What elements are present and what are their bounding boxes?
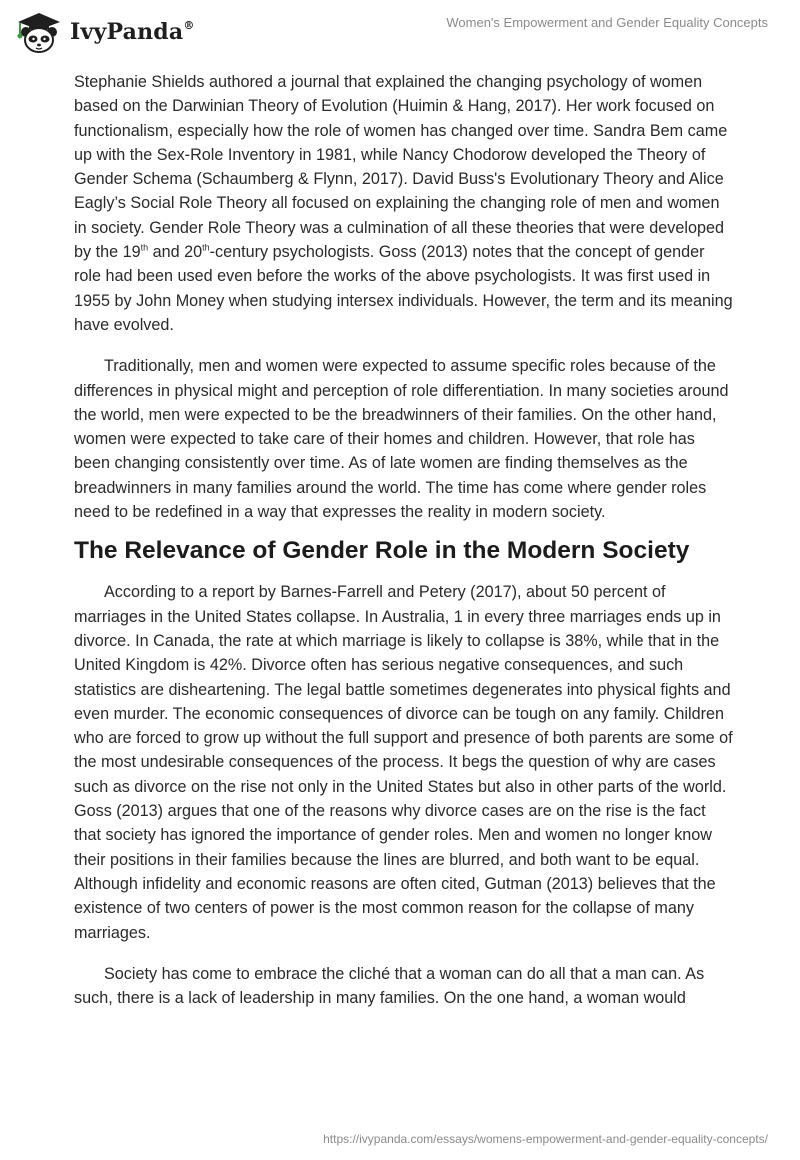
paragraph-1: Stephanie Shields authored a journal that explained the changing psychology of women based on the Darwinian Theory of Evolution (Huimin & Hang, 2017). Her work focused on functionalism, especially how the role of women has changed over time. Sandra Bem came up with the Sex-Role Inventory in 1981, while Nancy Chodorow developed the Theory of Gender Schema (Schaumberg & Flynn, 2017). David Buss's Evolutionary Theory and Alice Eagly’s Social Role Theory all focused on explaining the changing role of men and women in society. Gender Role Theory was a culmination of all these theories that were developed by the 19th and 20th-century psychologists. Goss (2013) notes that the concept of gender role had been used even before the works of the above psychologists. It was first used in 1955 by John Money when studying intersex individuals. However, the term and its meaning have evolved. xyxy=(74,73,733,334)
brand-name: IvyPanda® xyxy=(70,18,195,45)
paragraph-4: Society has come to embrace the cliché that a woman can do all that a man can. As such, there is a lack of leadership in many families. On the one hand, a woman would xyxy=(74,964,705,1008)
page-header xyxy=(0,0,800,60)
paragraph-3: According to a report by Barnes-Farrell and Petery (2017), about 50 percent of marriages in the United States collapse. In Australia, 1 in every three marriages ends up in divorce. In Canada, the rate at which marriage is likely to collapse is 38%, while that in the United Kingdom is 42%. Divorce often has serious negative consequences, and such statistics are disheartening. The legal battle sometimes degenerates into physical fights and even murder. The economic consequences of divorce can be tough on any family. Children who are forced to grow up without the full support and presence of both parents are some of the most undesirable consequences of the process. It begs the question of why are cases such as divorce on the rise not only in the United States but also in other parts of the world. Goss (2013) argues that one of the reasons why divorce cases are on the rise is the fact that society has ignored the importance of gender roles. Men and women no longer know their positions in their families because the lines are blurred, and both want to be equal. Although infidelity and economic reasons are often cited, Gutman (2013) believes that the existence of two centers of power is the most common reason for the collapse of many marriages. xyxy=(74,583,733,942)
registered-mark: ® xyxy=(183,18,195,32)
article-body xyxy=(74,70,734,1010)
section-heading: The Relevance of Gender Role in the Modern Society xyxy=(74,537,690,565)
source-url[interactable]: https://ivypanda.com/essays/womens-empowerment-and-gender-equality-concepts/ xyxy=(323,1132,768,1146)
brand-logo[interactable] xyxy=(14,10,195,54)
document-title: Women's Empowerment and Gender Equality Concepts xyxy=(446,15,768,30)
panda-graduate-icon xyxy=(14,10,64,54)
paragraph-2: Traditionally, men and women were expected to assume specific roles because of the differences in physical might and perception of role differentiation. In many societies around the world, men were expected to be the breadwinners of their families. On the other hand, women were expected to take care of their homes and children. However, that role has been changing consistently over time. As of late women are finding themselves as the breadwinners in many families around the world. The time has come where gender roles need to be redefined in a way that expresses the reality in modern society. xyxy=(74,357,729,522)
